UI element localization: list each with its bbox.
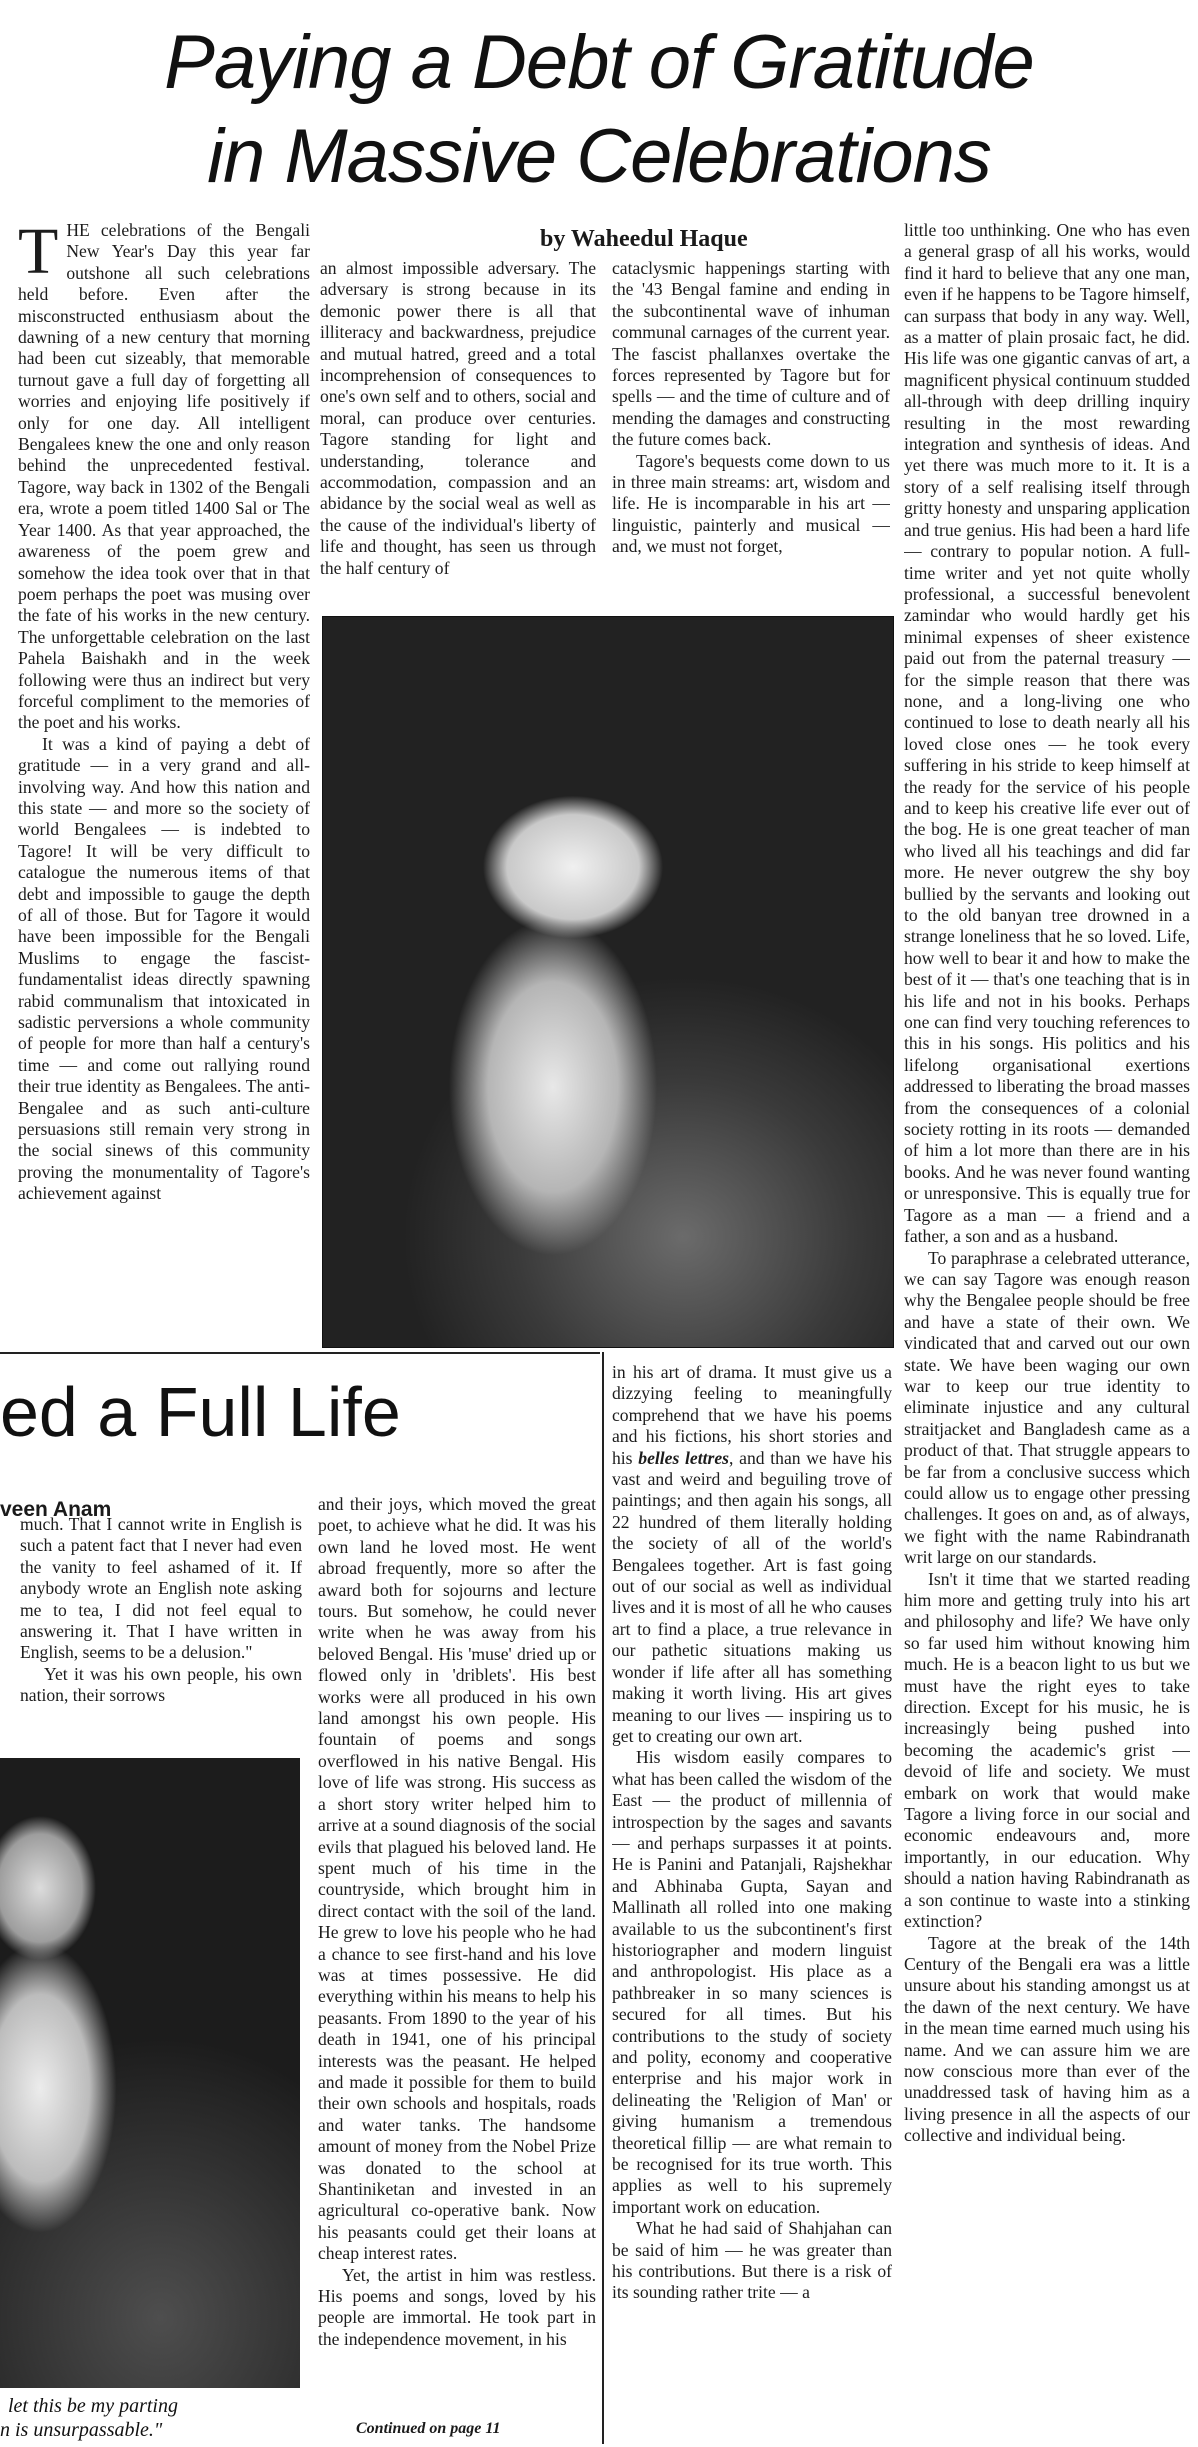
section-divider	[0, 1352, 600, 1354]
photo-caption-line1: let this be my parting	[8, 2395, 178, 2417]
second-article-headline: ed a Full Life	[0, 1373, 401, 1451]
drop-cap: T	[18, 220, 59, 288]
paragraph: much. That I cannot write in English is such a patent fact that I never had even the vanity to feel ashamed of it. If anybody wrote an English note asking me to tea, I did not feel equal to answering it. That I have written in English, seems to be a delusion."	[20, 1514, 302, 1663]
photo-caption-line2: n is unsurpassable."	[0, 2419, 163, 2441]
paragraph: little too unthinking. One who has even a general grasp of all his works, would find it hard to believe that any one man, even if he happens to be Tagore himself, can surpass that body in any way. Well, as a matter of plain prosaic fact, he did. His life was one gigantic canvas of art, a magnificent physical continuum studded all-through with deep drilling inquiry resulting in the most rewarding integration and synthesis of ideas. And yet there was much more to it. It is a story of a self realising itself through gritty honesty and unsparing application and true genius. His had been a hard life — contrary to popular notion. A full-time writer and yet not quite wholly professional, a successful benevolent zamindar who would hardly get his minimal expenses of sheer existence paid out from the paternal treasury — for the simple reason that there was none, and a long-living one who continued to lose to death nearly all his loved close ones — he took every suffering in his stride to keep himself at the ready for the service of his people and to keep his creative life ever out of the bog. He is one great teacher of man who lived all his teachings and did far more. He never outgrew the shy boy bullied by the servants and looking out to the old banyan tree drowned in a strange loneliness that he so loved. Life, how well to bear it and how to make the best of it — that's one teaching that is in his life and not in his books. Perhaps one can find very touching references to this in his songs. His politics and his lifelong organisational exertions addressed to liberating the broad masses from the consequences of a colonial society rotting in its roots — demanded of him a lot more than there are in his books. And he was never found wanting or unresponsive. This is equally true for Tagore as a man — a friend and a father, a son and as a husband.	[904, 220, 1190, 1247]
article-headline-line2: in Massive Celebrations	[207, 114, 991, 199]
paragraph: Tagore's bequests come down to us in three main streams: art, wisdom and life. He is incomparable in his art — linguistic, painterly and musical — and, we must not forget,	[612, 450, 890, 557]
continued-note: Continued on page 11	[356, 2420, 501, 2437]
paragraph: It was a kind of paying a debt of gratitude — in a very grand and all-involving way. And how this nation and this state — and more so the society of world Bengalees — is indebted to Tagore! It will be very difficult to catalogue the numerous items of that debt and impossible to gauge the depth of all of those. But for Tagore it would have been impossible for the Bengali Muslims to engage the fascist-fundamentalist ideas directly spawning rabid communalism that intoxicated in sadistic perversions a whole community of people for more than half a century's time — and come out rallying round their true identity as Bengalees. The anti-Bengalee and as such anti-culture persuasions still remain very strong in the social sinews of this community proving the monumentality of Tagore's achievement against	[18, 733, 310, 1204]
paragraph-start: in his art of drama. It must give us a dizzying feeling to meaningfully comprehend that we have his poems and his fictions, his short stories and his	[612, 1362, 892, 1468]
article-column-2	[320, 258, 596, 610]
paragraph: Yet, the artist in him was restless. His poems and songs, loved by his people are immortal. He took part in the independence movement, in his	[318, 2264, 596, 2349]
article-column-4	[904, 220, 1190, 2442]
paragraph: HE celebrations of the Bengali New Year's Day this year far outshone all such celebrations held before. Even after the misconstructed enthusiasm about the dawning of a new century that morning had been cut sizeably, that memorable turnout gave a full day of forgetting all worries and enjoying life positively if only for one day. All intelligent Bengalees knew the one and only reason behind the unprecedented festival. Tagore, way back in 1302 of the Bengali era, wrote a poem titled 1400 Sal or The Year 1400. As that year approached, the awareness of the poem grew and somehow the idea took over that in that poem perhaps the poet was musing over the fate of his works in the new century. The unforgettable celebration on the last Pahela Baishakh and in the week following were thus an indirect but very forceful compliment to the memories of the poet and his works.	[18, 220, 310, 733]
paragraph: To paraphrase a celebrated utterance, we can say Tagore was enough reason why the Bengalee people should be free and have a state of their own. We vindicated that and carved out our own state. We have been waging our own war to keep our true identity to eliminate injustice and any cultural straitjacket and Bangladesh came as a product of that. That struggle appears to be far from a conclusive success which could allow us to engage other pressing challenges. It goes on and, as of always, we fight with the name Rabindranath writ large on our standards.	[904, 1247, 1190, 1568]
paragraph: Yet it was his own people, his own nation, their sorrows	[20, 1663, 302, 1706]
byline: by Waheedul Haque	[540, 226, 748, 252]
column-divider	[602, 1352, 604, 2444]
article-column-1	[18, 220, 310, 1340]
article-column-3	[612, 258, 890, 610]
second-article-byline: veen Anam	[0, 1498, 112, 1521]
paragraph-end: , and than we have his vast and weird and beguiling trove of paintings; and then again his songs, all 22 hundred of them literally holding the society of all of the world's Bengalees together. Art is fast going out of our social as well as individual lives and it is most of all he who causes art to find a place, a true relevance in our pathetic situations making us wonder if life after all has something making it worth living. His art gives meaning to our lives — inspiring us to get to creating our own art.	[612, 1447, 892, 1746]
paragraph: Tagore at the break of the 14th Century of the Bengali era was a little unsure about his standing amongst us at the dawn of the next century. We have in the mean time earned much using his name. And we can assure him we are now conscious more than ever of the unaddressed task of having him as a living presence in all the aspects of our collective and individual being.	[904, 1932, 1190, 2146]
tagore-photo-cropped	[0, 1758, 300, 2388]
tagore-portrait-photo	[322, 616, 894, 1348]
article-headline-line1: Paying a Debt of Gratitude	[164, 20, 1034, 105]
second-article-column-1	[20, 1514, 302, 1750]
paragraph: and their joys, which moved the great poet, to achieve what he did. It was his own land he loved most. He went abroad frequently, more so after the award both for sojourns and lecture tours. But somehow, he could never write when he was away from his beloved Bengal. His 'muse' dried up or flowed only in 'driblets'. His best works were all produced in his own land amongst his own people. His fountain of poems and songs overflowed in his native Bengal. His love of life was strong. His success as a short story writer helped him to arrive at a sound diagnosis of the social evils that plagued his beloved land. He spent much of his time in the countryside, which brought him in direct contact with the soil of the land. He grew to love his people who he had a chance to see first-hand and his love was at times possessive. He did everything within his means to help his peasants. From 1890 to the year of his death in 1941, one of his principal interests was the peasant. He helped and made it possible for them to build their own schools and hospitals, roads and water tanks. The handsome amount of money from the Nobel Prize was donated to the school at Shantiniketan and invested in an agricultural co-operative bank. Now his peasants could get their loans at cheap interest rates.	[318, 1494, 596, 2264]
paragraph: Isn't it time that we started reading him more and getting truly into his art and philosophy and life? We have only so far used him without knowing him much. He is a beacon light to us but we must have the right eyes to take direction. Except for his music, he is increasingly being pushed into becoming the academic's grist — devoid of life and society. We must embark on work that would make Tagore a living force in our social and economic endeavours and, more importantly, in our education. Why should a nation having Rabindranath as a son continue to waste into a stinking extinction?	[904, 1568, 1190, 1932]
emphasis-text: belles lettres	[638, 1447, 730, 1468]
paragraph: cataclysmic happenings starting with the '43 Bengal famine and ending in the subcontinental wave of inhuman communal carnages of the current year. The fascist phallanxes overtake the forces represented by Tagore but for spells — and the time of culture and of mending the damages and constructing the future comes back.	[612, 258, 890, 450]
paragraph: His wisdom easily compares to what has been called the wisdom of the East — the product of millennia of introspection by the sages and savants — and perhaps surpasses it at points. He is Panini and Patanjali, Rajshekhar and Abhinaba Gupta, Sayan and Mallinath all rolled into one making available to us the subcontinent's first historiographer and modern linguist and anthropologist. His place as a pathbreaker in so many sciences is secured for all times. But his contributions to the study of society and polity, economy and cooperative enterprise and his major work in delineating the 'Religion of Man' or giving humanism a tremendous theoretical fillip — are what remain to be recognised for its true worth. This applies as well to his supremely important work on education.	[612, 1747, 892, 2217]
article-column-3-continued	[612, 1362, 892, 2442]
second-article-column-2	[318, 1494, 596, 2422]
paragraph: an almost impossible adversary. The adversary is strong because in its demonic power there is all that illiteracy and backwardness, prejudice and mutual hatred, greed and a total incomprehension of consequences to one's own self and to others, social and moral, can produce over centuries. Tagore standing for light and understanding, tolerance and accommodation, compassion and an abidance by the social weal as well as the cause of the individual's liberty of life and thought, has seen us through the half century of	[320, 258, 596, 578]
paragraph: What he had said of Shahjahan can be said of him — he was greater than his contributions. But there is a risk of its sounding rather trite — a	[612, 2218, 892, 2303]
